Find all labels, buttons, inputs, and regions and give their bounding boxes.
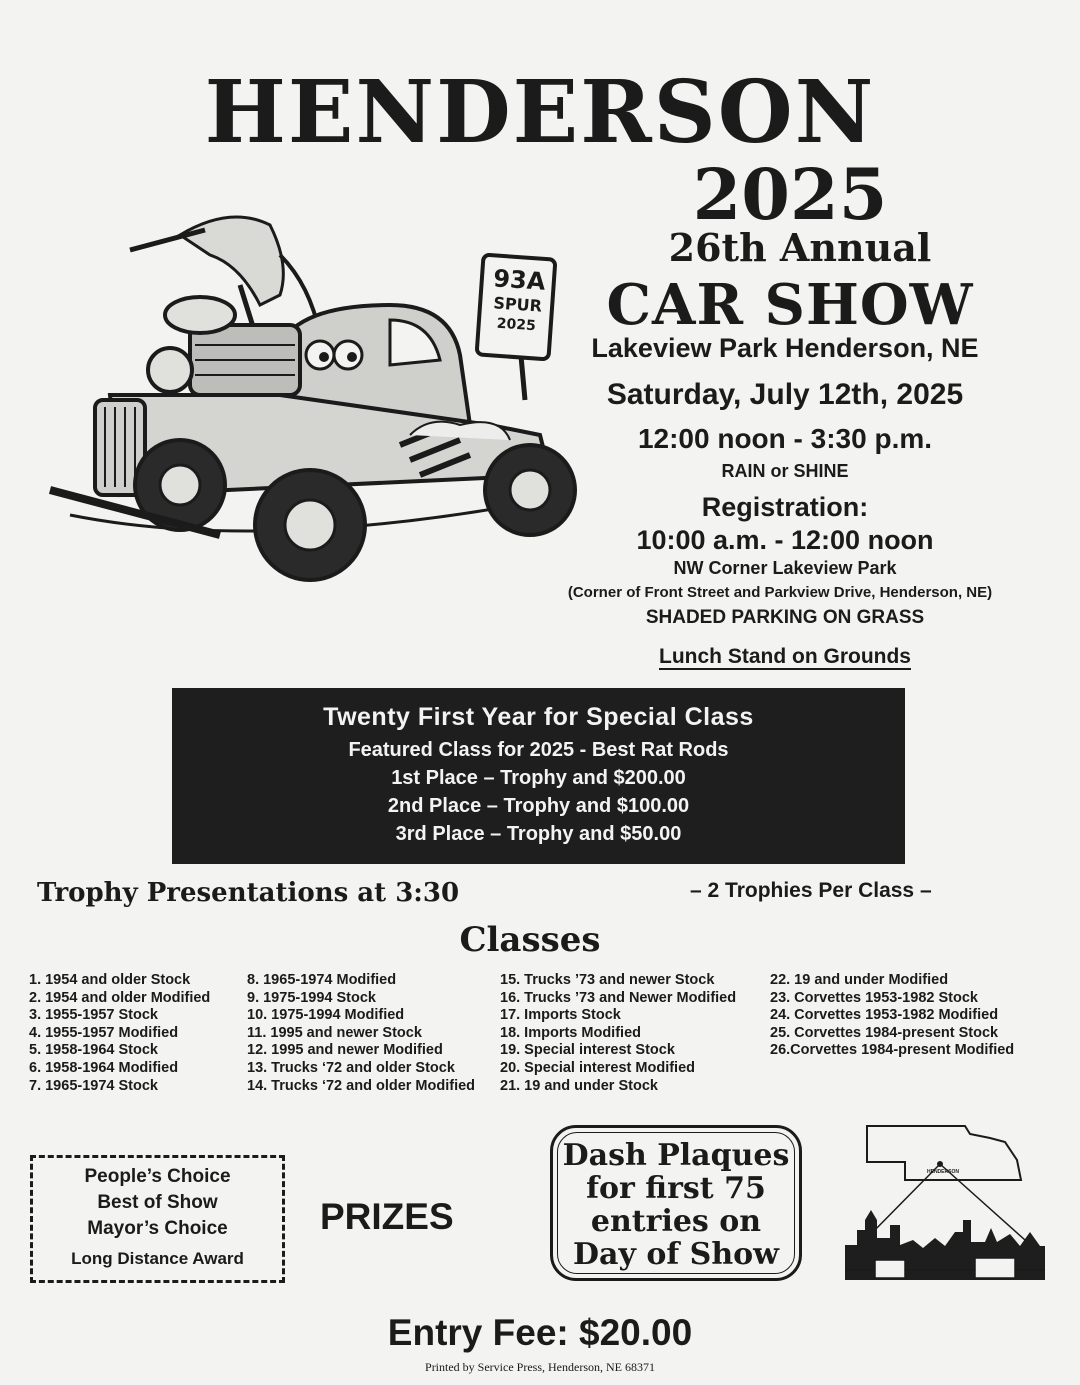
plaque-line: Day of Show	[572, 1237, 779, 1272]
road-sign	[480, 263, 557, 338]
event-date: Saturday, July 12th, 2025	[606, 378, 964, 411]
classes-heading: Classes	[459, 920, 601, 960]
list-item: 14. Trucks ‘72 and older Modified	[247, 1077, 476, 1094]
prizes-label: PRIZES	[320, 1196, 454, 1237]
dash-plaques-inner	[557, 1132, 795, 1274]
list-item: 19. Special interest Stock	[500, 1042, 675, 1059]
list-item: 8. 1965-1974 Modified	[247, 972, 397, 988]
event-year: 2025	[692, 153, 888, 236]
list-item: 13. Trucks ‘72 and older Stock	[247, 1059, 455, 1076]
list-item: 9. 1975-1994 Stock	[247, 989, 376, 1006]
lunch-text: Lunch Stand on Grounds	[659, 645, 911, 668]
plaque-line: entries on	[590, 1204, 762, 1239]
special-class-box	[172, 688, 905, 864]
sign-line: 93A	[492, 264, 547, 296]
car-show-heading: CAR SHOW	[606, 272, 974, 338]
list-item: 2. 1954 and older Modified	[29, 989, 211, 1006]
classes-column-1	[29, 972, 210, 1095]
event-title: HENDERSON	[204, 62, 876, 163]
award-item: Best of Show	[97, 1192, 218, 1213]
plaque-line: for first 75	[586, 1171, 766, 1206]
award-item: Long Distance Award	[71, 1249, 244, 1268]
registration-label: Registration:	[701, 492, 869, 522]
classes-column-3	[500, 972, 736, 1095]
list-item: 12. 1995 and newer Modified	[247, 1042, 443, 1059]
list-item: 22. 19 and under Modified	[770, 972, 949, 988]
list-item: 18. Imports Modified	[500, 1024, 641, 1041]
hot-rod-illustration	[30, 195, 590, 585]
list-item: 1. 1954 and older Stock	[29, 972, 191, 988]
lunch-note	[530, 645, 1040, 669]
weather-note: RAIN or SHINE	[721, 461, 849, 481]
list-item: 21. 19 and under Stock	[500, 1077, 658, 1094]
list-item: 7. 1965-1974 Stock	[29, 1077, 158, 1094]
list-item: 11. 1995 and newer Stock	[247, 1024, 422, 1041]
list-item: 20. Special interest Modified	[500, 1059, 695, 1076]
annual-label: 26th Annual	[668, 225, 932, 270]
list-item: 3. 1955-1957 Stock	[29, 1007, 158, 1024]
classes-column-4	[770, 972, 1014, 1060]
nebraska-map-icon	[845, 1120, 1045, 1290]
award-item: People’s Choice	[84, 1166, 231, 1187]
nebraska-map-illustration	[845, 1120, 1045, 1290]
registration-time: 10:00 a.m. - 12:00 noon	[636, 525, 934, 555]
plaque-line: Dash Plaques	[562, 1138, 790, 1173]
list-item: 24. Corvettes 1953-1982 Modified	[770, 1007, 999, 1024]
featured-class: Featured Class for 2025 - Best Rat Rods	[348, 739, 729, 761]
list-item: 15. Trucks ’73 and newer Stock	[500, 972, 715, 988]
third-place: 3rd Place – Trophy and $50.00	[395, 823, 682, 845]
list-item: 4. 1955-1957 Modified	[29, 1024, 179, 1041]
trophies-per-class: – 2 Trophies Per Class –	[690, 879, 932, 902]
entry-fee: Entry Fee: $20.00	[387, 1312, 693, 1353]
classes-column-2	[247, 972, 475, 1095]
list-item: 23. Corvettes 1953-1982 Stock	[770, 989, 978, 1006]
event-time: 12:00 noon - 3:30 p.m.	[637, 423, 933, 454]
list-item: 10. 1975-1994 Modified	[247, 1007, 405, 1024]
address: (Corner of Front Street and Parkview Drive, Henderson, NE)	[567, 584, 993, 601]
printer-credit: Printed by Service Press, Henderson, NE 68371	[425, 1360, 655, 1374]
trophy-presentations: Trophy Presentations at 3:30	[37, 878, 460, 908]
list-item: 6. 1958-1964 Modified	[29, 1059, 179, 1076]
parking-note: SHADED PARKING ON GRASS	[645, 607, 925, 628]
location-text: Lakeview Park Henderson, NE	[591, 333, 979, 363]
list-item: 25. Corvettes 1984-present Stock	[770, 1024, 999, 1041]
second-place: 2nd Place – Trophy and $100.00	[387, 795, 690, 817]
map-label: HENDERSON	[927, 1169, 959, 1175]
hot-rod-truck-icon	[30, 195, 590, 585]
list-item: 26.Corvettes 1984-present Modified	[770, 1042, 1015, 1059]
dash-plaques-box	[550, 1125, 802, 1281]
sign-line: SPUR	[492, 293, 543, 316]
special-class-heading: Twenty First Year for Special Class	[323, 703, 754, 731]
sign-line: 2025	[496, 315, 537, 335]
list-item: 16. Trucks ’73 and Newer Modified	[500, 989, 737, 1006]
awards-box	[30, 1155, 285, 1283]
first-place: 1st Place – Trophy and $200.00	[391, 767, 686, 789]
list-item: 17. Imports Stock	[500, 1007, 621, 1024]
list-item: 5. 1958-1964 Stock	[29, 1042, 158, 1059]
registration-place: NW Corner Lakeview Park	[673, 558, 897, 578]
award-item: Mayor’s Choice	[87, 1218, 228, 1239]
